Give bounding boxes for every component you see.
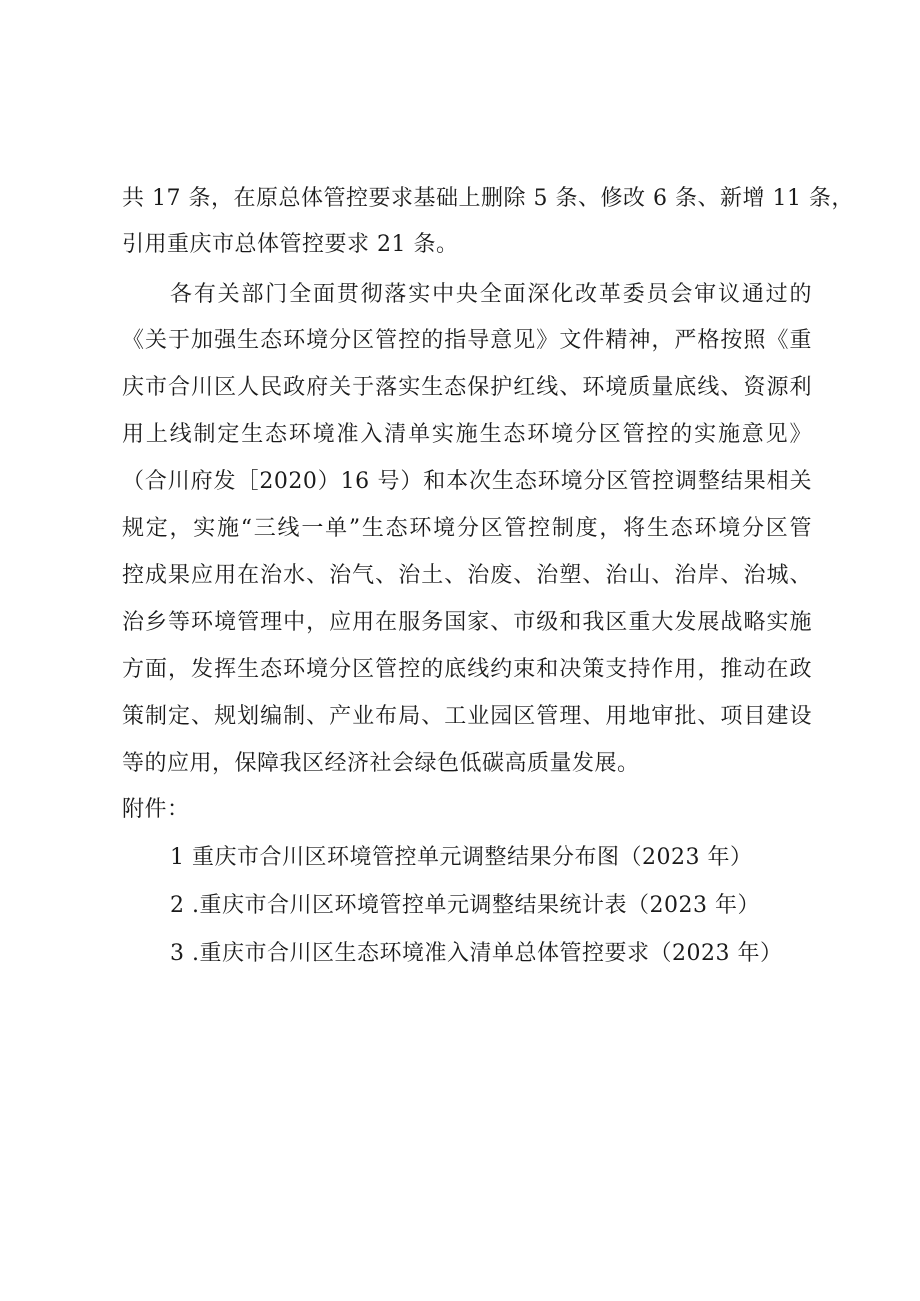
paragraph-2-line-7: 控成果应用在治水、治气、治土、治废、治塑、治山、治岸、治城、: [122, 563, 812, 588]
paragraph-1-line-1: 共 17 条，在原总体管控要求基础上删除 5 条、修改 6 条、新增 11 条，: [122, 186, 854, 211]
paragraph-2-line-11: 等的应用，保障我区经济社会绿色低碳高质量发展。: [122, 751, 640, 776]
attachments-label: 附件：: [122, 797, 190, 822]
attachment-item-1: 1 重庆市合川区环境管控单元调整结果分布图（2023 年）: [170, 845, 753, 870]
paragraph-2-line-9: 方面，发挥生态环境分区管控的底线约束和决策支持作用，推动在政: [122, 657, 812, 682]
paragraph-2-line-4: 用上线制定生态环境准入清单实施生态环境分区管控的实施意见》: [122, 422, 812, 447]
paragraph-2-line-2: 《关于加强生态环境分区管控的指导意见》文件精神，严格按照《重: [122, 328, 812, 353]
paragraph-2-line-10: 策制定、规划编制、产业布局、工业园区管理、用地审批、项目建设: [122, 704, 812, 729]
attachment-item-3: 3 .重庆市合川区生态环境准入清单总体管控要求（2023 年）: [170, 941, 783, 966]
paragraph-2-line-1: 各有关部门全面贯彻落实中央全面深化改革委员会审议通过的: [170, 282, 812, 307]
paragraph-1-line-2: 引用重庆市总体管控要求 21 条。: [122, 232, 459, 257]
paragraph-2-line-5: （合川府发［2020）16 号）和本次生态环境分区管控调整结果相关: [122, 469, 812, 494]
paragraph-2-line-6: 规定，实施“三线一单”生态环境分区管控制度，将生态环境分区管: [122, 516, 812, 541]
paragraph-2-line-3: 庆市合川区人民政府关于落实生态保护红线、环境质量底线、资源利: [122, 375, 812, 400]
paragraph-2-line-8: 治乡等环境管理中，应用在服务国家、市级和我区重大发展战略实施: [122, 610, 812, 635]
attachment-item-2: 2 .重庆市合川区环境管控单元调整结果统计表（2023 年）: [170, 893, 760, 918]
